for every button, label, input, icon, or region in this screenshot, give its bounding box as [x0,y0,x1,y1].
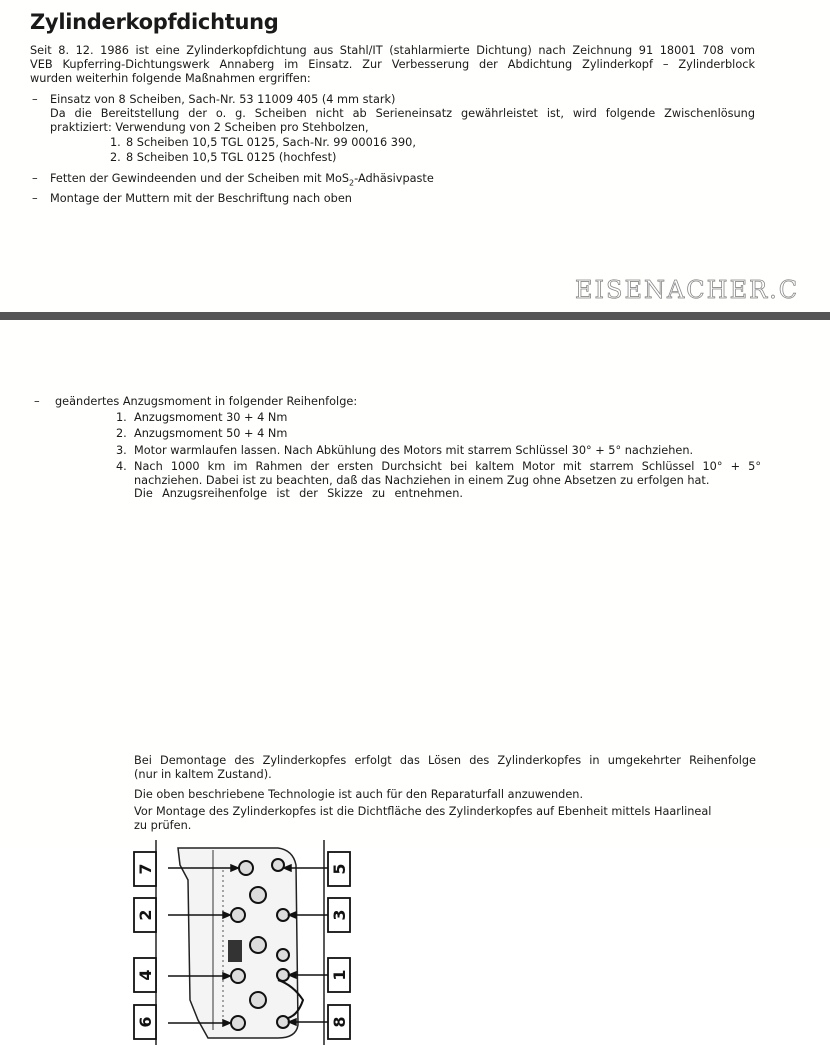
closing-line: zu prüfen. [134,819,192,832]
bullet2-text-after: -Adhäsivpaste [354,172,434,185]
section-title: Zylinderkopfdichtung [30,10,279,34]
bullet2-text [50,172,434,190]
step-num: 2. [116,427,127,440]
sub-item-text: 8 Scheiben 10,5 TGL 0125 (hochfest) [126,151,337,164]
step-num: 4. [116,460,127,473]
step-num: 3. [116,444,127,457]
step-text: Die Anzugsreihenfolge ist der Skizze zu entnehmen. [134,487,463,500]
bullet1-line3: praktiziert: Verwendung von 2 Scheiben pro Stehbolzen, [50,121,369,134]
dash: – [32,192,38,205]
step-text: Anzugsmoment 30 + 4 Nm [134,411,288,424]
watermark-logo: EISENACHER.C [575,276,800,304]
dash: – [34,395,40,408]
sequence-label: 7 [136,863,155,875]
sub-item-num: 2. [110,151,121,164]
bullet1-line2: Da die Bereitstellung der o. g. Scheiben nicht ab Serieneinsatz gewährleistet ist, wird folgende Zwischenlösung [50,107,755,120]
tightening-sequence-diagram [128,840,368,1045]
closing-line: Vor Montage des Zylinderkopfes ist die Dichtfläche des Zylinderkopfes auf Ebenheit mittels Haarlineal [134,805,712,818]
dash: – [32,93,38,106]
step-text: nachziehen. Dabei ist zu beachten, daß das Nachziehen in einem Zug ohne Absetzen zu erfolgen hat. [134,474,710,487]
bullet3-text: Montage der Muttern mit der Beschriftung nach oben [50,192,352,205]
torque-heading: geändertes Anzugsmoment in folgender Reihenfolge: [55,395,358,408]
closing-line: Bei Demontage des Zylinderkopfes erfolgt das Lösen des Zylinderkopfes in umgekehrter Reihenfolge [134,754,756,767]
step-text: Anzugsmoment 50 + 4 Nm [134,427,288,440]
bullet2-text-before: Fetten der Gewindeenden und der Scheiben mit MoS [50,172,350,185]
sub-item-text: 8 Scheiben 10,5 TGL 0125, Sach-Nr. 99 00016 390, [126,136,416,149]
closing-line: Die oben beschriebene Technologie ist auch für den Reparaturfall anzuwenden. [134,788,584,801]
intro-line-1: Seit 8. 12. 1986 ist eine Zylinderkopfdichtung aus Stahl/IT (stahlarmierte Dichtung) nach Zeichnung 91 18001 708 vom [30,44,755,57]
step-text: Motor warmlaufen lassen. Nach Abkühlung des Motors mit starrem Schlüssel 30° + 5° nachziehen. [134,444,694,457]
bullet2-subscript: 2 [349,178,355,188]
page-top [0,0,830,312]
bullet1-line1: Einsatz von 8 Scheiben, Sach-Nr. 53 11009 405 (4 mm stark) [50,93,396,106]
sequence-label: 6 [136,1016,155,1028]
sequence-label: 2 [136,909,155,921]
sequence-label: 8 [330,1016,349,1028]
page-separator [0,312,830,320]
step-num: 1. [116,411,127,424]
closing-line: (nur in kaltem Zustand). [134,768,272,781]
sequence-label: 3 [330,909,349,921]
sequence-label: 5 [330,863,349,875]
intro-line-2: VEB Kupferring-Dichtungswerk Annaberg im Einsatz. Zur Verbesserung der Abdichtung Zylinderkopf – Zylinderblock [30,58,755,71]
sub-item-num: 1. [110,136,121,149]
sequence-label: 1 [330,969,349,981]
sequence-label: 4 [136,969,155,981]
page-bottom [0,320,830,1028]
intro-line-3: wurden weiterhin folgende Maßnahmen ergriffen: [30,72,311,85]
dash: – [32,172,38,185]
step-text: Nach 1000 km im Rahmen der ersten Durchsicht bei kaltem Motor mit starrem Schlüssel 10° + 5° [134,460,761,473]
